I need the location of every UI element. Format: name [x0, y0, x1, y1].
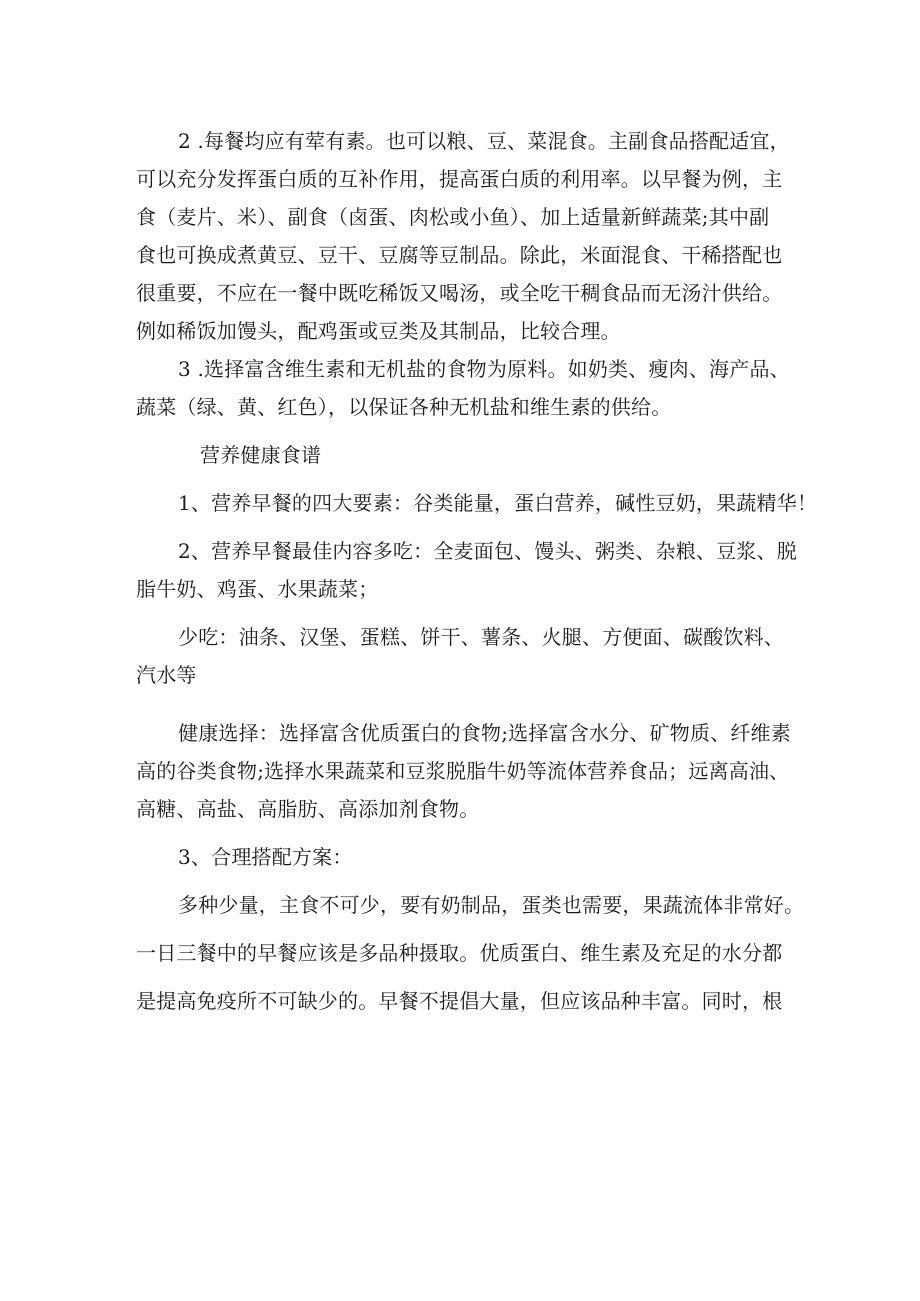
text-line: 2、营养早餐最佳内容多吃：全麦面包、馒头、粥类、杂粮、豆浆、脱 [178, 539, 797, 563]
text-line: 3 .选择富含维生素和无机盐的食物为原料。如奶类、瘦肉、海产品、 [178, 357, 790, 381]
text-line: 一日三餐中的早餐应该是多品种摄取。优质蛋白、维生素及充足的水分都 [136, 941, 783, 965]
text-line: 食也可换成煮黄豆、豆干、豆腐等豆制品。除此，米面混食、干稀搭配也 [136, 243, 783, 267]
text-line: 3、合理搭配方案： [178, 845, 353, 869]
text-line: 汽水等 [136, 663, 197, 687]
text-line: 可以充分发挥蛋白质的互补作用，提高蛋白质的利用率。以早餐为例，主 [136, 167, 783, 191]
text-line: 是提高免疫所不可缺少的。早餐不提倡大量，但应该品种丰富。同时，根 [136, 989, 783, 1013]
section-heading: 营养健康食谱 [200, 443, 322, 467]
text-line: 蔬菜（绿、黄、红色），以保证各种无机盐和维生素的供给。 [136, 395, 672, 419]
text-line: 食（麦片、米）、副食（卤蛋、肉松或小鱼）、加上适量新鲜蔬菜;其中副 [136, 205, 770, 229]
text-line: 少吃：油条、汉堡、蛋糕、饼干、薯条、火腿、方便面、碳酸饮料、 [178, 625, 784, 649]
text-line: 脂牛奶、鸡蛋、水果蔬菜； [136, 577, 379, 601]
text-line: 1、营养早餐的四大要素：谷类能量，蛋白营养，碱性豆奶，果蔬精华！ [178, 491, 818, 515]
text-line: 2 .每餐均应有荤有素。也可以粮、豆、菜混食。主副食品搭配适宜， [178, 129, 790, 153]
text-line: 高的谷类食物;选择水果蔬菜和豆浆脱脂牛奶等流体营养食品；远离高油、 [136, 759, 790, 783]
text-line: 健康选择：选择富含优质蛋白的食物;选择富含水分、矿物质、纤维素 [178, 721, 791, 745]
text-line: 很重要，不应在一餐中既吃稀饭又喝汤，或全吃干稠食品而无汤汁供给。 [136, 281, 783, 305]
text-line: 多种少量，主食不可少，要有奶制品，蛋类也需要，果蔬流体非常好。 [178, 893, 805, 917]
text-line: 例如稀饭加馒头，配鸡蛋或豆类及其制品，比较合理。 [136, 319, 621, 343]
text-line: 高糖、高盐、高脂肪、高添加剂食物。 [136, 797, 480, 821]
